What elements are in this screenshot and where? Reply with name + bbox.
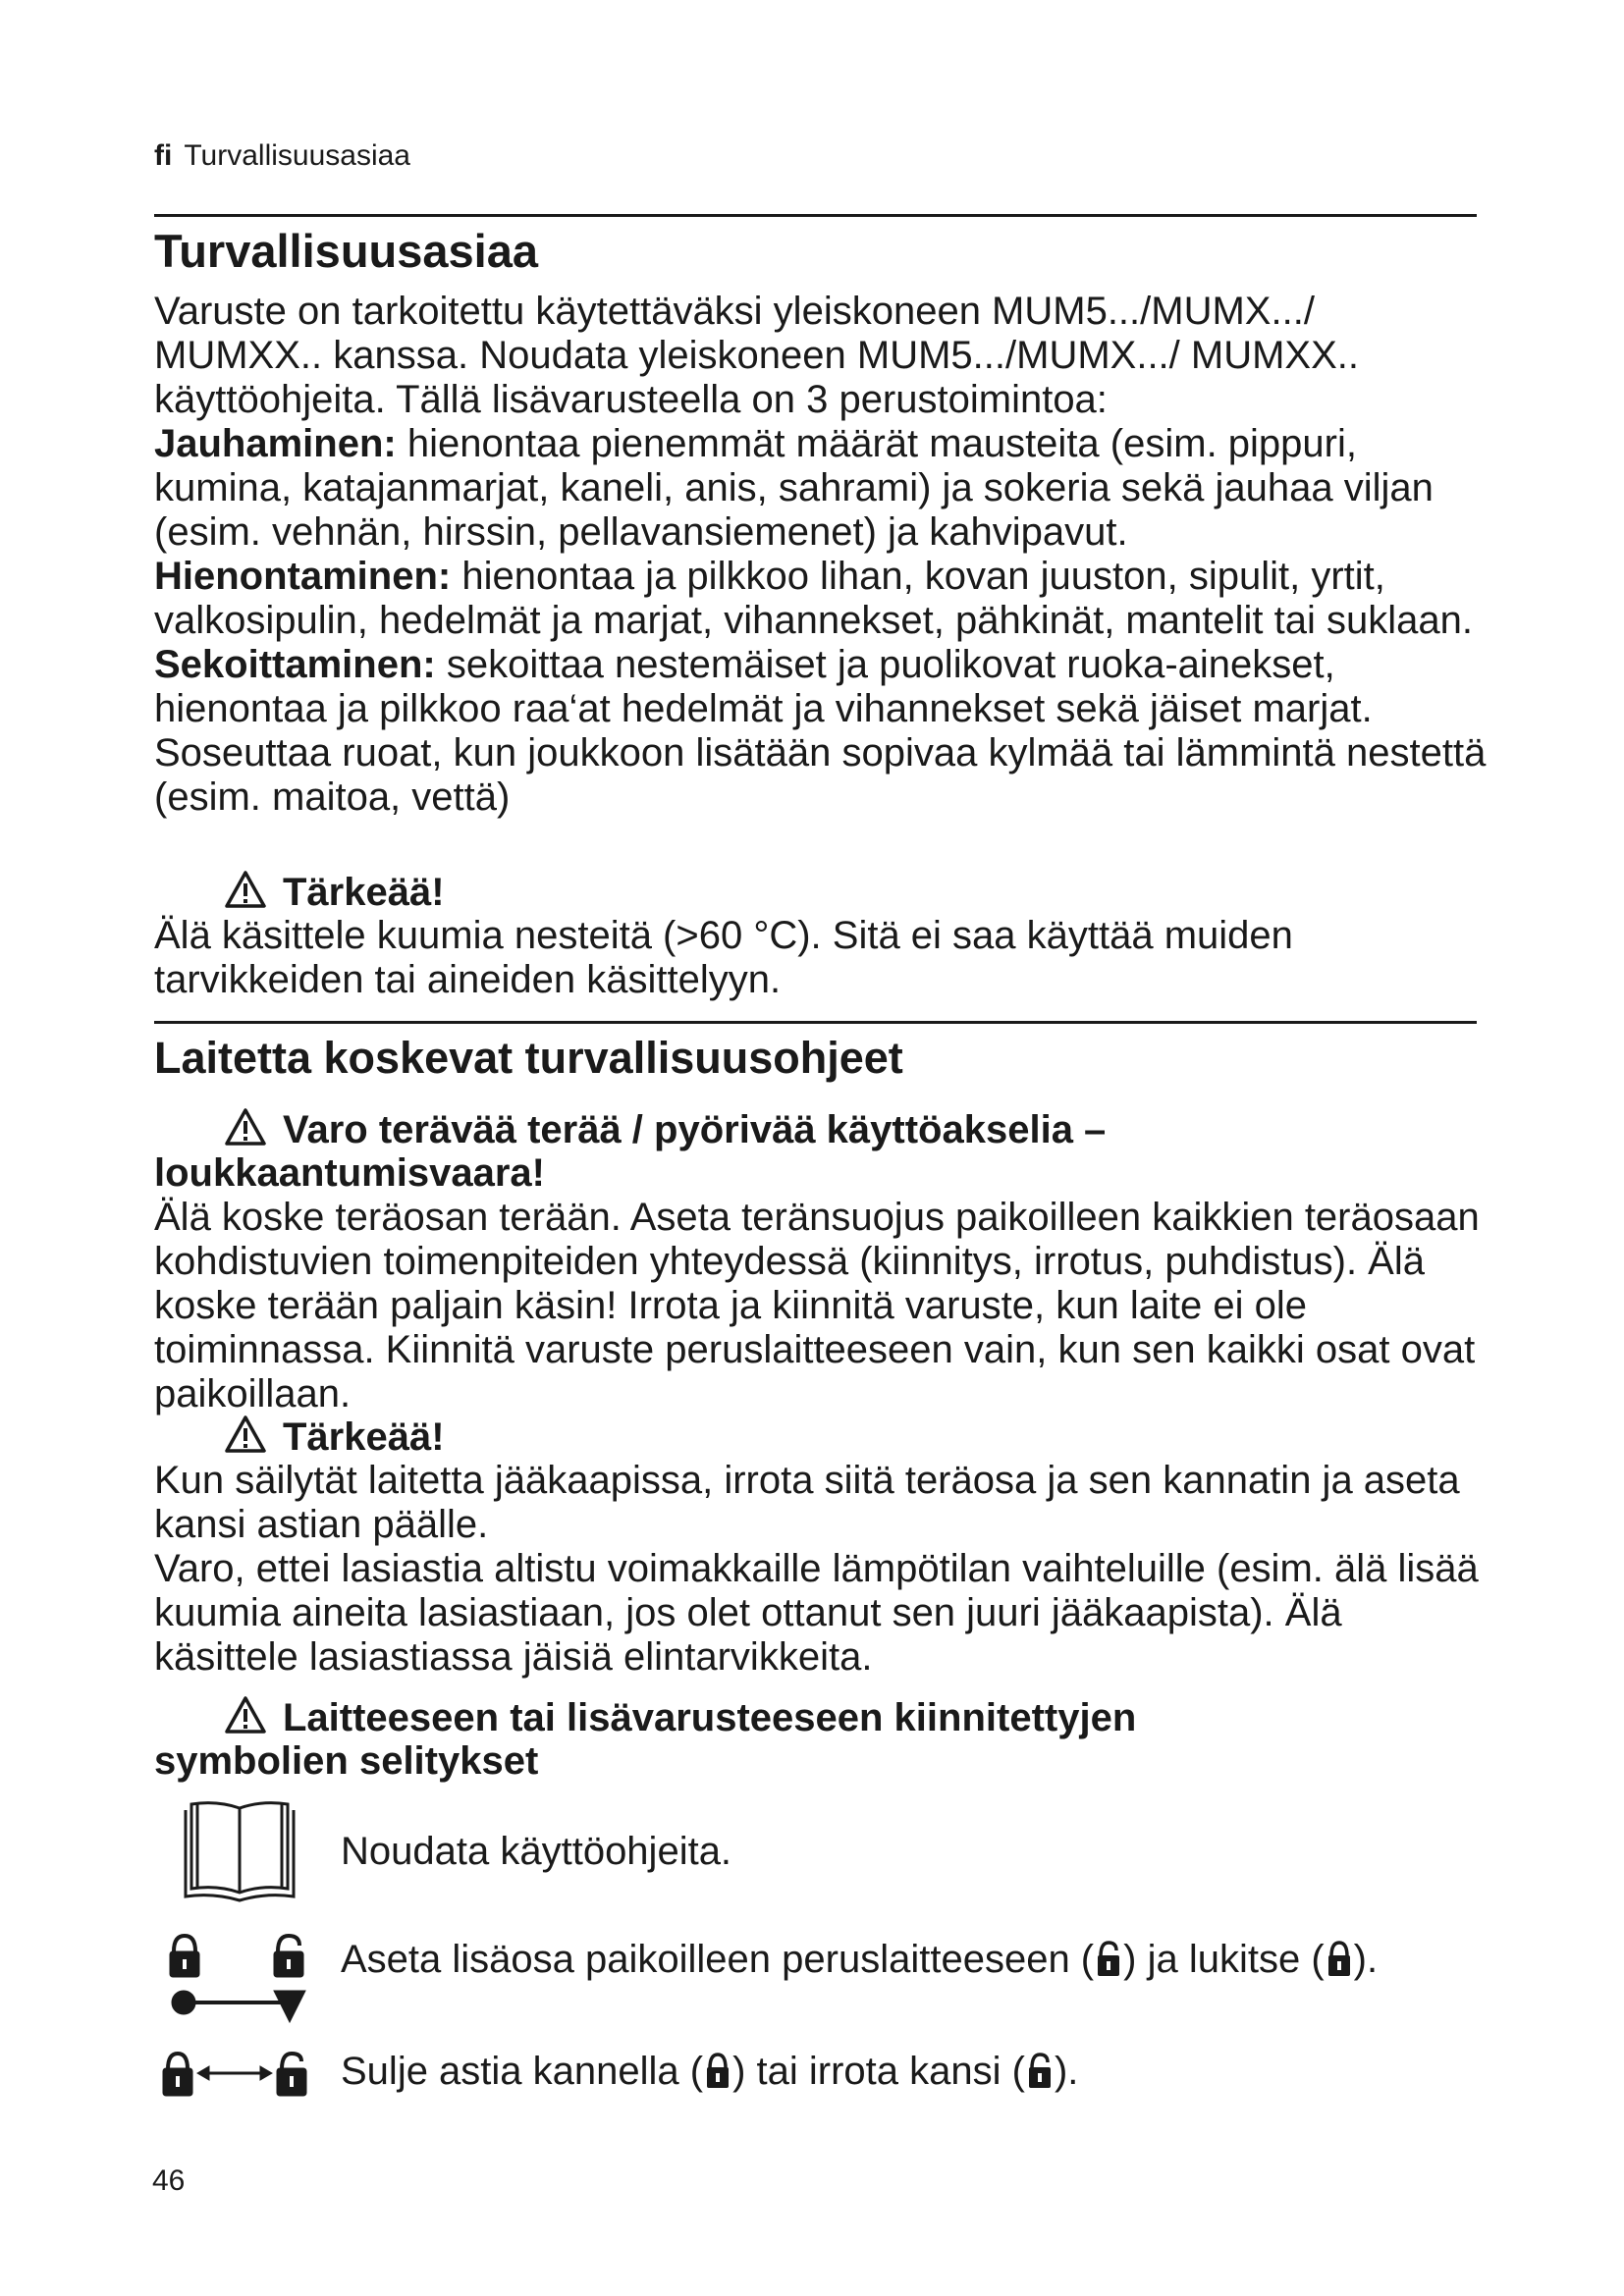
- symbol-row-mount: [154, 1932, 1529, 2030]
- unlocked-icon: [1027, 2051, 1053, 2100]
- section-heading-safety: Turvallisuusasiaa: [154, 225, 538, 277]
- top-rule: [154, 214, 1477, 217]
- function-text: hienontaa ja pilkkoo lihan, kovan juuston, sipulit, yrtit, valkosipulin, hedelmät ja marjat, vihannekset, pähkinät, mantelit tai suklaan.: [154, 555, 1473, 642]
- locked-icon: [1326, 1939, 1352, 1988]
- lock-arrow-icon: [158, 2044, 311, 2108]
- function-text: sekoittaa nestemäiset ja puolikovat ruoka-ainekset, hienontaa ja pilkkoo raa‘at hedelmät ja vihannekset sekä jäiset marjat. Soseuttaa ruoat, kun joukkoon lisätään sopivaa kylmää tai lämmintä nestettä (esim. maitoa, vettä): [154, 643, 1487, 819]
- function-text: hienontaa pienemmät määrät mausteita (esim. pippuri, kumina, katajanmarjat, kaneli, anis, sahrami) ja sokeria sekä jauhaa viljan (esim. vehnän, hirssin, pellavansiemenet) ja kahvipavut.: [154, 422, 1434, 554]
- unlocked-icon: [1096, 1939, 1121, 1988]
- symbol-text-part: ).: [1054, 2050, 1079, 2093]
- symbol-row-lid: [154, 2044, 1529, 2112]
- header-title: Turvallisuusasiaa: [184, 139, 410, 172]
- important-warning-1: [224, 870, 445, 919]
- warning-triangle-icon: [224, 1695, 267, 1744]
- symbols-title: [224, 1695, 1136, 1744]
- blade-warning-title: [224, 1107, 1106, 1156]
- symbol-text-lid: [341, 2050, 1078, 2100]
- warning-triangle-icon: [224, 870, 267, 919]
- locked-icon: [705, 2051, 731, 2100]
- function-mixing: [154, 643, 1489, 820]
- section-rule: [154, 1021, 1477, 1024]
- page-header: [154, 139, 410, 173]
- section1-body: [154, 290, 1489, 820]
- symbol-text-part: Aseta lisäosa paikoilleen peruslaitteeseen (: [341, 1938, 1095, 1981]
- blade-warning-text: Älä koske teräosan terään. Aseta teränsuojus paikoilleen kaikkien teräosaan kohdistuvien toimenpiteiden yhteydessä (kiinnitys, irrotus, puhdistus). Älä koske terään paljain käsin! Irrota ja kiinnitä varuste, kun laite ei ole toiminnassa. Kiinnitä varuste peruslaitteeseen vain, kun sen kaikki osat ovat paikoillaan.: [154, 1196, 1480, 1415]
- symbol-row-manual: [154, 1794, 1529, 1902]
- important-warning-2: [224, 1415, 445, 1464]
- warning-triangle-icon: [224, 1107, 267, 1156]
- warning-triangle-icon: [224, 1415, 267, 1464]
- section-heading-device-safety: Laitetta koskevat turvallisuusohjeet: [154, 1033, 903, 1083]
- symbol-text-part: ) ja lukitse (: [1123, 1938, 1325, 1981]
- warning-title: Tärkeää!: [283, 871, 445, 914]
- warning-title-line2: loukkaantumisvaara!: [154, 1151, 545, 1195]
- symbol-text-part: Sulje astia kannella (: [341, 2050, 704, 2093]
- function-term: Hienontaminen:: [154, 555, 452, 598]
- warning-text-1: Älä käsittele kuumia nesteitä (>60 °C). Sitä ei saa käyttää muiden tarvikkeiden tai aineiden käsittelyyn.: [154, 914, 1293, 1001]
- language-code: fi: [154, 139, 173, 172]
- function-grinding: [154, 422, 1489, 555]
- warning-title: Tärkeää!: [283, 1415, 445, 1459]
- symbol-text-part: ).: [1353, 1938, 1379, 1981]
- symbols-title-line2: symbolien selitykset: [154, 1739, 539, 1783]
- symbol-text-manual: Noudata käyttöohjeita.: [341, 1830, 732, 1873]
- function-term: Sekoittaminen:: [154, 643, 436, 686]
- function-chopping: [154, 555, 1489, 643]
- intro-paragraph: Varuste on tarkoitettu käytettäväksi yleiskoneen MUM5.../MUMX.../ MUMXX.. kanssa. Noudata yleiskoneen MUM5.../MUMX.../ MUMXX.. käyttöohjeita. Tällä lisävarusteella on 3 perustoimintoa:: [154, 290, 1360, 421]
- symbol-text-mount: [341, 1938, 1378, 1988]
- page-number: 46: [152, 2164, 186, 2197]
- lock-mount-icon: [164, 1932, 311, 2035]
- warning-title-line1: Varo terävää terää / pyörivää käyttöakselia –: [283, 1108, 1107, 1151]
- symbol-text-part: ) tai irrota kansi (: [732, 2050, 1025, 2093]
- symbols-title-line1: Laitteeseen tai lisävarusteeseen kiinnitettyjen: [283, 1696, 1137, 1739]
- temperature-paragraph: Varo, ettei lasiastia altistu voimakkaille lämpötilan vaihteluille (esim. älä lisää kuumia aineita lasiastiaan, jos olet ottanut sen juuri jääkaapista). Älä käsittele lasiastiassa jäisiä elintarvikkeita.: [154, 1547, 1479, 1679]
- storage-paragraph: Kun säilytät laitetta jääkaapissa, irrota siitä teräosa ja sen kannatin ja aseta kansi astian päälle.: [154, 1459, 1460, 1546]
- book-icon: [178, 1794, 301, 1909]
- storage-warning-text: [154, 1459, 1489, 1680]
- function-term: Jauhaminen:: [154, 422, 397, 465]
